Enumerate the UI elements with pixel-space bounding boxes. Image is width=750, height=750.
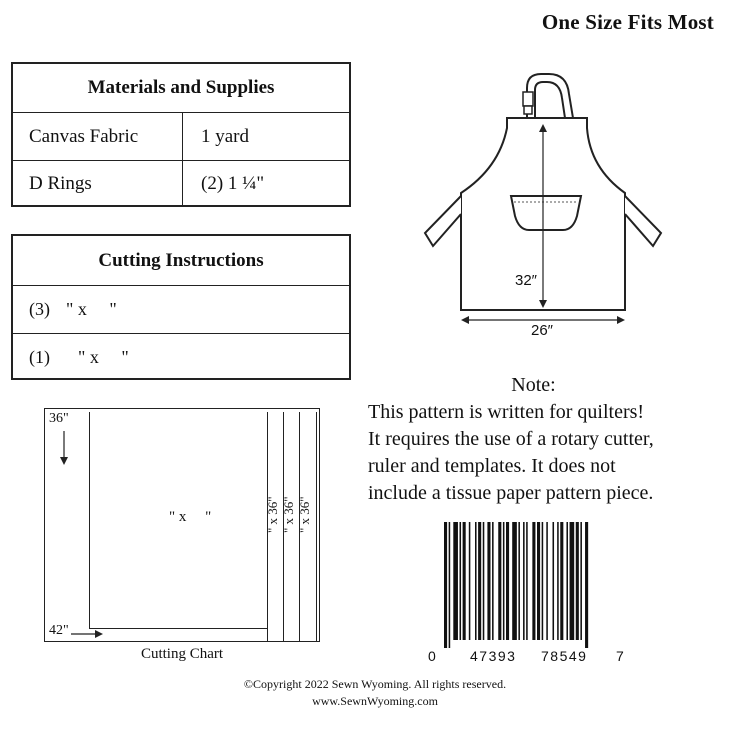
barcode-bar (580, 522, 582, 640)
barcode-bar (560, 522, 563, 640)
barcode-bar (475, 522, 477, 640)
material-item: D Rings (13, 161, 183, 207)
barcode-digit: 7 (616, 648, 624, 664)
material-item: Canvas Fabric (13, 113, 183, 160)
barcode-bar (553, 522, 555, 640)
barcode-bar (469, 522, 471, 640)
material-qty: 1 yard (201, 125, 250, 147)
table-row (13, 333, 349, 380)
cutting-table-header: Cutting Instructions (98, 249, 264, 271)
note-line: include a tissue paper pattern piece. (368, 482, 654, 504)
barcode-bar (492, 522, 494, 640)
barcode-bar (487, 522, 490, 640)
cut-dims: " x " (78, 346, 129, 367)
website-link[interactable]: www.SewnWyoming.com (312, 694, 438, 708)
barcode-bar (460, 522, 462, 640)
barcode-bar (512, 522, 517, 640)
arrow-down-icon (59, 431, 69, 465)
cutting-instructions-table (11, 234, 351, 380)
barcode-bar (542, 522, 544, 640)
chart-height-label: 36" (49, 411, 69, 426)
note-block (368, 372, 713, 507)
material-qty: (2) 1 ¼" (201, 173, 265, 194)
arrow-right-icon (71, 629, 103, 639)
note-title: Note: (511, 374, 556, 396)
barcode-bar (498, 522, 501, 640)
barcode-bar (463, 522, 466, 640)
table-row (13, 160, 349, 207)
barcode-digit: 78549 (541, 648, 588, 664)
note-line: It requires the use of a rotary cutter, (368, 428, 654, 450)
barcode-bar (566, 522, 568, 640)
barcode-bar (570, 522, 575, 640)
barcode-bar (444, 522, 447, 648)
barcode-bar (453, 522, 458, 640)
cutting-chart-caption: Cutting Chart (140, 646, 224, 662)
barcode-bar (506, 522, 509, 640)
barcode-bar (478, 522, 481, 640)
barcode (432, 522, 632, 648)
materials-table-header: Materials and Supplies (87, 77, 275, 98)
apron-height-label: 32″ (515, 272, 537, 289)
barcode-bar (449, 522, 451, 648)
cut-count: (3) (29, 299, 50, 319)
page-title: One Size Fits Most (541, 10, 714, 34)
materials-table (11, 62, 351, 207)
barcode-bar (576, 522, 579, 640)
chart-width-label: 42" (49, 623, 69, 638)
cut-count: (1) (29, 346, 50, 367)
barcode-bar (503, 522, 505, 640)
apron-illustration (415, 68, 675, 343)
barcode-bar (546, 522, 548, 640)
barcode-bar (585, 522, 588, 648)
barcode-digit: 47393 (470, 648, 517, 664)
barcode-bar (537, 522, 540, 640)
barcode-bar (518, 522, 520, 640)
barcode-bar (532, 522, 535, 640)
main-piece-label: " x " (169, 509, 212, 525)
strip-label: " x 36" (297, 496, 312, 533)
barcode-digit: 0 (428, 648, 436, 664)
cutting-chart (44, 408, 320, 642)
strip-label: " x 36" (265, 496, 280, 533)
note-line: This pattern is written for quilters! (368, 401, 645, 423)
barcode-bar (526, 522, 528, 640)
table-row (13, 112, 349, 160)
table-row (13, 285, 349, 333)
barcode-bar (557, 522, 559, 640)
barcode-bar (523, 522, 525, 640)
barcode-bar (483, 522, 485, 640)
apron-width-label: 26″ (531, 322, 553, 339)
copyright-text: ©Copyright 2022 Sewn Wyoming. All rights reserved. (243, 677, 507, 691)
note-line: ruler and templates. It does not (368, 455, 616, 477)
strip-label: " x 36" (281, 496, 296, 533)
cut-dims: " x " (66, 299, 117, 319)
